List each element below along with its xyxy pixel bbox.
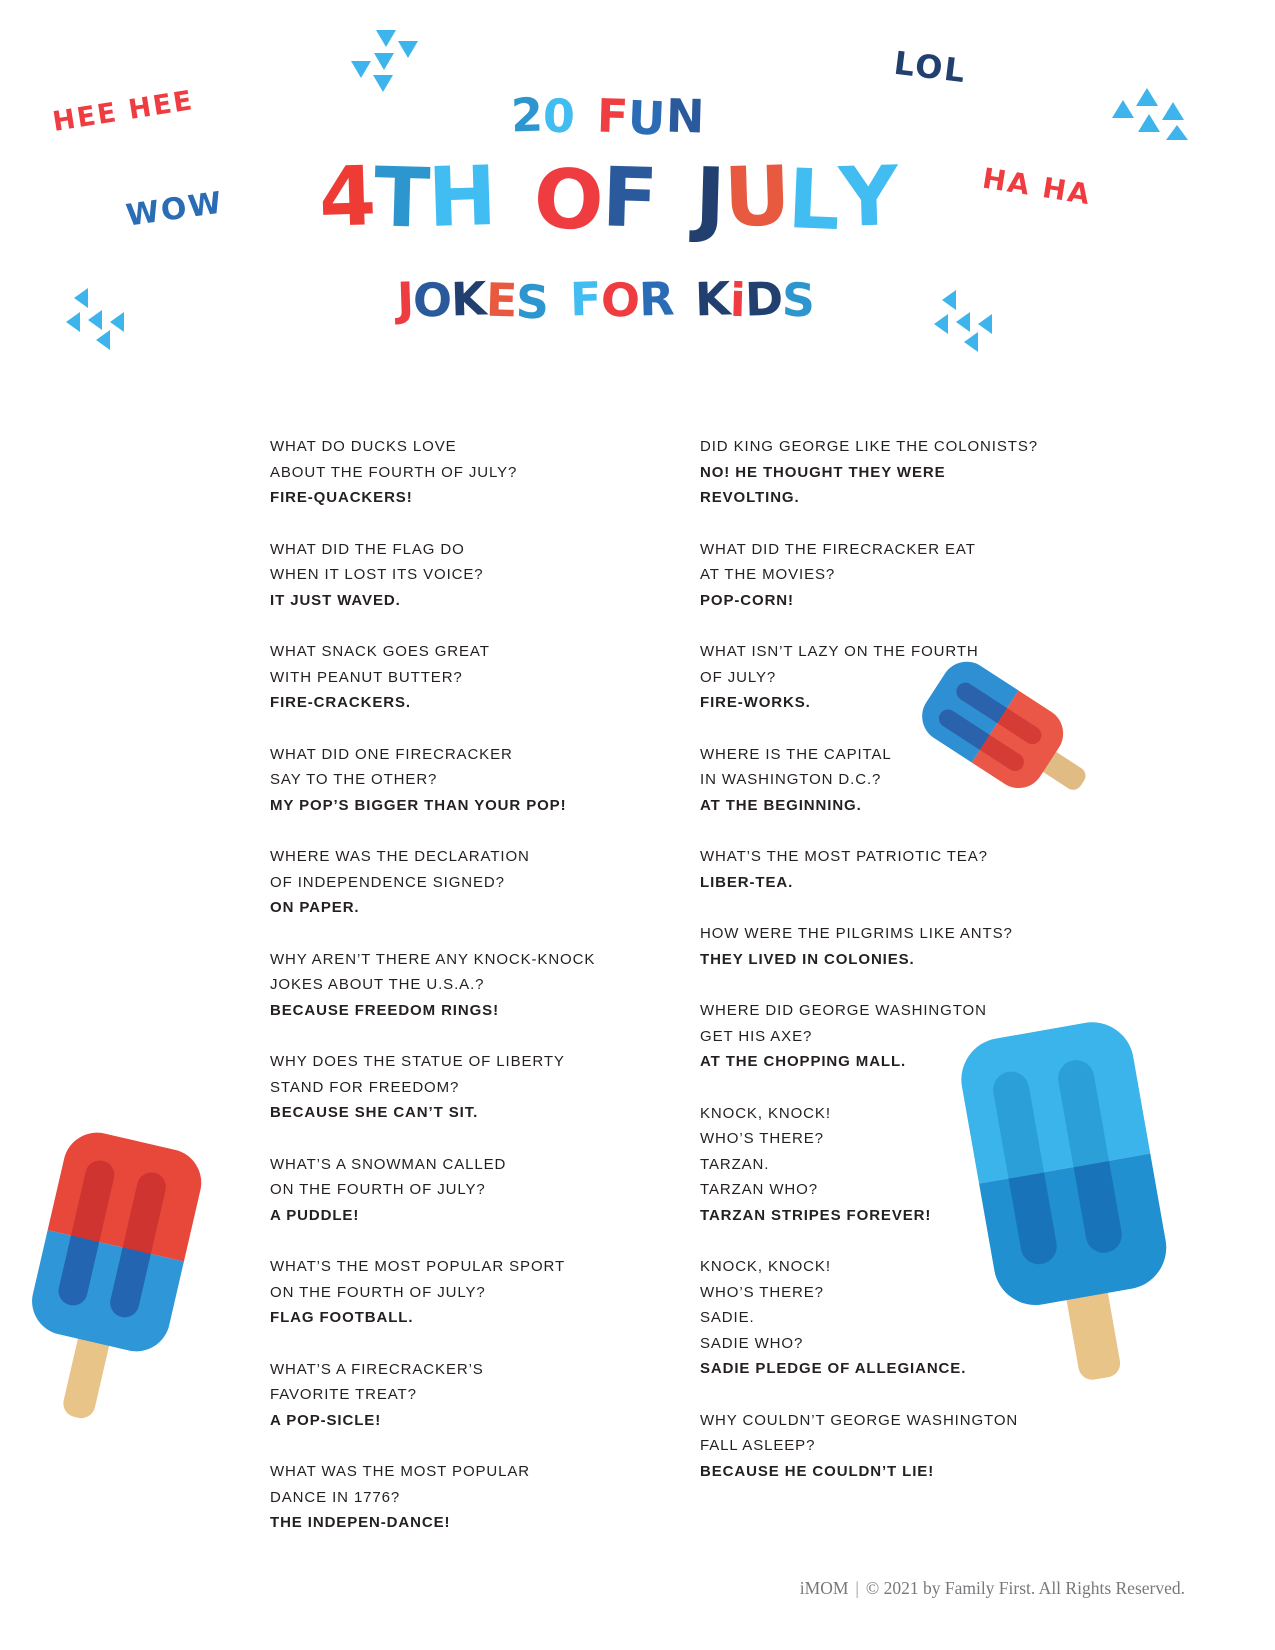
title-letter: K xyxy=(694,271,731,327)
joke-question-line: WHAT DO DUCKS LOVE xyxy=(270,438,457,455)
joke-answer-line: AT THE CHOPPING MALL. xyxy=(700,1053,907,1070)
title-letter: O xyxy=(531,151,604,250)
joke xyxy=(270,537,700,614)
footer-copyright: © 2021 by Family First. All Rights Reserved. xyxy=(865,1578,1185,1598)
joke-answer-line: FIRE-WORKS. xyxy=(700,694,811,711)
joke xyxy=(270,434,700,511)
title-letter: J xyxy=(395,271,414,327)
title-letter: J xyxy=(693,150,725,247)
title-letter xyxy=(672,275,696,330)
title-letter: U xyxy=(722,149,790,246)
joke xyxy=(700,1101,1130,1229)
title-letter: Y xyxy=(837,149,898,246)
joke xyxy=(270,1254,700,1331)
joke-question-line: WHERE WAS THE DECLARATION xyxy=(270,848,530,865)
deco-word-wow: WOW xyxy=(124,185,226,234)
joke-question-line: DANCE IN 1776? xyxy=(270,1488,401,1506)
joke-answer-line: IT JUST WAVED. xyxy=(270,591,401,609)
joke-question-line: SAY TO THE OTHER? xyxy=(270,771,438,788)
joke-question-line: STAND FOR FREEDOM? xyxy=(270,1078,460,1096)
page-subtitle xyxy=(0,271,1243,330)
joke xyxy=(700,844,1130,895)
joke-question-line: WHAT’S A SNOWMAN CALLED xyxy=(270,1155,507,1173)
joke-question-line: WHEN IT LOST ITS VOICE? xyxy=(270,566,484,583)
joke-question-line: WHAT DID ONE FIRECRACKER xyxy=(270,745,513,763)
joke-question-line: WHAT SNACK GOES GREAT xyxy=(270,643,490,660)
joke xyxy=(700,742,1130,819)
title-letter: F xyxy=(600,150,658,247)
popsicle-red-blue xyxy=(8,1126,208,1433)
triangle-cluster-top-icon xyxy=(337,30,447,96)
joke-question-line: GET HIS AXE? xyxy=(700,1027,813,1045)
joke-question-line: ABOUT THE FOURTH OF JULY? xyxy=(270,463,518,481)
joke xyxy=(700,1408,1130,1485)
jokes-column-right xyxy=(700,434,1130,1510)
joke-answer-line: BECAUSE FREEDOM RINGS! xyxy=(270,1001,499,1019)
joke xyxy=(270,639,700,716)
footer xyxy=(800,1578,1185,1599)
joke-answer-line: BECAUSE SHE CAN’T SIT. xyxy=(270,1104,479,1121)
title-letter: i xyxy=(729,272,746,328)
joke-answer-line: A POP-SICLE! xyxy=(270,1411,382,1429)
joke-question-line: HOW WERE THE PILGRIMS LIKE ANTS? xyxy=(700,925,1013,942)
joke-question-line: WHAT ISN’T LAZY ON THE FOURTH xyxy=(700,643,979,660)
joke-question-line: DID KING GEORGE LIKE THE COLONISTS? xyxy=(700,438,1038,455)
joke xyxy=(270,1459,700,1536)
joke-question-line: FAVORITE TREAT? xyxy=(270,1386,417,1403)
joke-question-line: TARZAN. xyxy=(700,1155,770,1173)
page-title xyxy=(0,148,1245,250)
title-letter: 4 xyxy=(317,149,376,246)
deco-word-lol: LOL xyxy=(891,43,969,91)
joke-question-line: AT THE MOVIES? xyxy=(700,566,836,583)
joke-answer-line: AT THE BEGINNING. xyxy=(700,796,862,814)
joke-question-line: OF JULY? xyxy=(700,668,777,686)
title-letter: H xyxy=(426,148,497,247)
title-letter: T xyxy=(372,150,430,247)
title-letter: N xyxy=(664,88,705,144)
title-letter: S xyxy=(514,274,550,330)
joke xyxy=(700,998,1130,1075)
title-letter: F xyxy=(569,271,602,327)
joke xyxy=(270,1357,700,1434)
joke-question-line: WHO’S THERE? xyxy=(700,1130,824,1147)
joke-question-line: KNOCK, KNOCK! xyxy=(700,1258,831,1275)
title-letter: U xyxy=(627,90,667,146)
joke-question-line: OF INDEPENDENCE SIGNED? xyxy=(270,873,505,891)
title-letter xyxy=(654,149,696,245)
joke-question-line: WHERE IS THE CAPITAL xyxy=(700,745,892,763)
title-letter: F xyxy=(596,88,630,144)
joke xyxy=(270,1152,700,1229)
joke xyxy=(270,844,700,921)
title-letter: D xyxy=(744,271,783,327)
popsicle-stick xyxy=(61,1334,111,1421)
header-topline xyxy=(0,87,1245,146)
joke-question-line: WHAT WAS THE MOST POPULAR xyxy=(270,1463,531,1480)
joke-question-line: WHO’S THERE? xyxy=(700,1283,824,1301)
joke-question-line: ON THE FOURTH OF JULY? xyxy=(270,1181,486,1198)
joke-question-line: FALL ASLEEP? xyxy=(700,1437,816,1454)
joke-question-line: WHAT DID THE FIRECRACKER EAT xyxy=(700,540,976,558)
joke-answer-line: A PUDDLE! xyxy=(270,1206,360,1224)
joke-question-line: WITH PEANUT BUTTER? xyxy=(270,668,463,686)
title-letter: 0 xyxy=(542,88,576,144)
joke-question-line: SADIE WHO? xyxy=(700,1334,804,1352)
joke xyxy=(700,639,1130,716)
title-letter: O xyxy=(412,272,452,328)
joke-question-line: WHY COULDN’T GEORGE WASHINGTON xyxy=(700,1411,1019,1429)
joke-question-line: WHY AREN’T THERE ANY KNOCK-KNOCK xyxy=(270,950,596,968)
joke-question-line: KNOCK, KNOCK! xyxy=(700,1104,831,1122)
joke-answer-line: FIRE-QUACKERS! xyxy=(270,489,413,506)
joke xyxy=(270,742,700,819)
title-letter: R xyxy=(638,271,675,327)
title-letter: O xyxy=(600,272,640,328)
joke-question-line: WHAT DID THE FLAG DO xyxy=(270,540,465,558)
joke xyxy=(700,1254,1130,1382)
joke-answer-line: SADIE PLEDGE OF ALLEGIANCE. xyxy=(700,1360,967,1377)
joke-answer-line: MY POP’S BIGGER THAN YOUR POP! xyxy=(270,796,567,814)
jokes-column-left xyxy=(270,434,700,1562)
joke-answer-line: ON PAPER. xyxy=(270,899,360,916)
joke xyxy=(700,537,1130,614)
joke-question-line: JOKES ABOUT THE U.S.A.? xyxy=(270,976,485,993)
joke xyxy=(270,1049,700,1126)
joke-question-line: SADIE. xyxy=(700,1309,755,1326)
joke-question-line: WHAT’S THE MOST POPULAR SPORT xyxy=(270,1258,566,1275)
joke-answer-line: REVOLTING. xyxy=(700,489,800,506)
popsicle-body xyxy=(25,1126,208,1358)
joke xyxy=(270,947,700,1024)
joke-answer-line: FIRE-CRACKERS. xyxy=(270,694,411,711)
joke-question-line: ON THE FOURTH OF JULY? xyxy=(270,1283,486,1301)
joke-answer-line: LIBER-TEA. xyxy=(700,873,794,891)
joke-question-line: WHERE DID GEORGE WASHINGTON xyxy=(700,1002,987,1019)
joke-answer-line: TARZAN STRIPES FOREVER! xyxy=(700,1206,932,1224)
joke xyxy=(700,921,1130,972)
title-letter xyxy=(574,88,598,143)
joke-answer-line: POP-CORN! xyxy=(700,591,794,609)
joke-answer-line: FLAG FOOTBALL. xyxy=(270,1309,414,1326)
footer-separator: | xyxy=(855,1578,859,1598)
joke-question-line: WHAT’S A FIRECRACKER’S xyxy=(270,1360,484,1378)
title-letter: E xyxy=(484,272,517,328)
title-letter: L xyxy=(786,151,841,250)
joke-question-line: IN WASHINGTON D.C.? xyxy=(700,771,882,788)
joke-answer-line: THE INDEPEN-DANCE! xyxy=(270,1514,451,1531)
title-letter: 2 xyxy=(509,87,544,143)
deco-word-hee-hee: HEE HEE xyxy=(50,85,196,138)
joke-question-line: TARZAN WHO? xyxy=(700,1181,818,1198)
joke-answer-line: BECAUSE HE COULDN’T LIE! xyxy=(700,1462,935,1480)
title-letter: S xyxy=(781,272,815,328)
joke-question-line: WHY DOES THE STATUE OF LIBERTY xyxy=(270,1053,565,1070)
joke-answer-line: THEY LIVED IN COLONIES. xyxy=(700,950,915,968)
footer-brand: iMOM xyxy=(799,1578,849,1598)
joke xyxy=(700,434,1130,511)
title-letter xyxy=(548,273,572,328)
joke-answer-line: NO! HE THOUGHT THEY WERE xyxy=(700,463,946,481)
title-letter xyxy=(493,150,535,246)
deco-word-ha-ha: HA HA xyxy=(980,161,1094,212)
joke-question-line: WHAT’S THE MOST PATRIOTIC TEA? xyxy=(700,848,988,865)
title-letter: K xyxy=(450,271,487,327)
